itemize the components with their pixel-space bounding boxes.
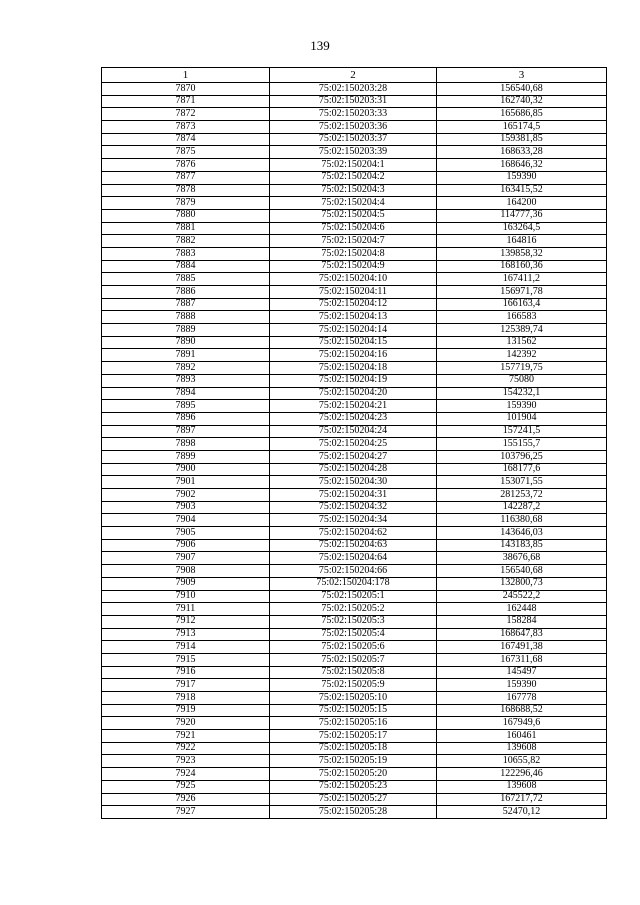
table-cell: 75:02:150204:25 <box>270 438 437 451</box>
table-cell: 7872 <box>102 108 270 121</box>
table-row <box>102 514 607 527</box>
table-cell: 7897 <box>102 425 270 438</box>
table-cell: 153071,55 <box>437 476 607 489</box>
table-cell: 75:02:150205:28 <box>270 806 437 819</box>
table-row <box>102 425 607 438</box>
table-row <box>102 717 607 730</box>
table-cell: 75:02:150205:27 <box>270 793 437 806</box>
table-cell: 122296,46 <box>437 768 607 781</box>
table-cell: 168177,6 <box>437 463 607 476</box>
table-row <box>102 527 607 540</box>
table-cell: 7906 <box>102 539 270 552</box>
table-row <box>102 197 607 210</box>
page-number: 139 <box>310 38 330 53</box>
table-row <box>102 476 607 489</box>
table-cell: 142392 <box>437 349 607 362</box>
table-cell: 75:02:150204:28 <box>270 463 437 476</box>
table-cell: 7876 <box>102 159 270 172</box>
table-row <box>102 209 607 222</box>
table-row <box>102 450 607 463</box>
table-cell: 7926 <box>102 793 270 806</box>
table-cell: 75:02:150204:12 <box>270 298 437 311</box>
table-cell: 156971,78 <box>437 286 607 299</box>
table-cell: 168688,52 <box>437 704 607 717</box>
table-cell: 7924 <box>102 768 270 781</box>
table-row <box>102 146 607 159</box>
table-cell: 7905 <box>102 527 270 540</box>
table-cell: 75:02:150204:66 <box>270 565 437 578</box>
table-cell: 75:02:150204:178 <box>270 577 437 590</box>
table-row <box>102 387 607 400</box>
table-cell: 75:02:150204:18 <box>270 362 437 375</box>
table-cell: 7888 <box>102 311 270 324</box>
table-cell: 164816 <box>437 235 607 248</box>
table-cell: 7894 <box>102 387 270 400</box>
table-cell: 75:02:150204:9 <box>270 260 437 273</box>
table-row <box>102 260 607 273</box>
table-cell: 75:02:150204:13 <box>270 311 437 324</box>
table-cell: 75:02:150204:4 <box>270 197 437 210</box>
table-row <box>102 615 607 628</box>
table-cell: 7887 <box>102 298 270 311</box>
table-row <box>102 133 607 146</box>
table-row <box>102 349 607 362</box>
table-row <box>102 159 607 172</box>
table-cell: 75:02:150204:20 <box>270 387 437 400</box>
table-cell: 116380,68 <box>437 514 607 527</box>
table-cell: 159390 <box>437 400 607 413</box>
table-cell: 162740,32 <box>437 95 607 108</box>
table-cell: 163264,5 <box>437 222 607 235</box>
table-row <box>102 286 607 299</box>
table-cell: 162448 <box>437 603 607 616</box>
table-cell: 7889 <box>102 324 270 337</box>
table-row <box>102 768 607 781</box>
table-row <box>102 235 607 248</box>
table-cell: 75:02:150205:3 <box>270 615 437 628</box>
table-cell: 75:02:150204:3 <box>270 184 437 197</box>
table-cell: 75:02:150204:11 <box>270 286 437 299</box>
table-cell: 164200 <box>437 197 607 210</box>
table-header <box>102 68 607 83</box>
table-cell: 75:02:150205:9 <box>270 679 437 692</box>
table-cell: 163415,52 <box>437 184 607 197</box>
table-cell: 160461 <box>437 730 607 743</box>
table-row <box>102 653 607 666</box>
table-cell: 7915 <box>102 653 270 666</box>
table-cell: 7900 <box>102 463 270 476</box>
table-cell: 10655,82 <box>437 755 607 768</box>
table-cell: 7909 <box>102 577 270 590</box>
table-cell: 7870 <box>102 83 270 96</box>
table-cell: 75:02:150204:5 <box>270 209 437 222</box>
table-cell: 75:02:150205:1 <box>270 590 437 603</box>
column-header: 2 <box>270 68 437 83</box>
table-cell: 139858,32 <box>437 247 607 260</box>
table-cell: 139608 <box>437 780 607 793</box>
table-cell: 75:02:150205:10 <box>270 692 437 705</box>
table-cell: 281253,72 <box>437 489 607 502</box>
table-cell: 125389,74 <box>437 324 607 337</box>
table-cell: 52470,12 <box>437 806 607 819</box>
table-cell: 75:02:150205:16 <box>270 717 437 730</box>
table-cell: 75:02:150204:1 <box>270 159 437 172</box>
table-cell: 7898 <box>102 438 270 451</box>
table-cell: 7914 <box>102 641 270 654</box>
table-cell: 75:02:150204:7 <box>270 235 437 248</box>
table-row <box>102 742 607 755</box>
table-cell: 75:02:150204:19 <box>270 374 437 387</box>
table-cell: 75:02:150204:15 <box>270 336 437 349</box>
table-row <box>102 222 607 235</box>
table-cell: 75:02:150204:62 <box>270 527 437 540</box>
table-cell: 7875 <box>102 146 270 159</box>
table-cell: 75:02:150204:63 <box>270 539 437 552</box>
table-cell: 168646,32 <box>437 159 607 172</box>
table-cell: 101904 <box>437 412 607 425</box>
table-cell: 7895 <box>102 400 270 413</box>
table-cell: 165686,85 <box>437 108 607 121</box>
table-row <box>102 298 607 311</box>
table-cell: 103796,25 <box>437 450 607 463</box>
table-cell: 75:02:150204:24 <box>270 425 437 438</box>
table-cell: 7908 <box>102 565 270 578</box>
table-row <box>102 501 607 514</box>
table-row <box>102 311 607 324</box>
table-cell: 75:02:150203:39 <box>270 146 437 159</box>
table-cell: 159390 <box>437 171 607 184</box>
table-cell: 154232,1 <box>437 387 607 400</box>
table-cell: 131562 <box>437 336 607 349</box>
table-cell: 7878 <box>102 184 270 197</box>
table-cell: 75080 <box>437 374 607 387</box>
table-cell: 7879 <box>102 197 270 210</box>
table-cell: 7881 <box>102 222 270 235</box>
table-cell: 158284 <box>437 615 607 628</box>
table-cell: 75:02:150204:23 <box>270 412 437 425</box>
table-row <box>102 412 607 425</box>
table-cell: 7873 <box>102 121 270 134</box>
table-cell: 7871 <box>102 95 270 108</box>
table-row <box>102 692 607 705</box>
table-cell: 75:02:150205:8 <box>270 666 437 679</box>
table-cell: 167778 <box>437 692 607 705</box>
table-cell: 75:02:150204:16 <box>270 349 437 362</box>
table-cell: 75:02:150205:6 <box>270 641 437 654</box>
table-cell: 156540,68 <box>437 83 607 96</box>
table-cell: 7903 <box>102 501 270 514</box>
table-cell: 7922 <box>102 742 270 755</box>
table-row <box>102 628 607 641</box>
table-row <box>102 95 607 108</box>
table-cell: 75:02:150205:18 <box>270 742 437 755</box>
table-cell: 7911 <box>102 603 270 616</box>
table-cell: 143646,03 <box>437 527 607 540</box>
table-row <box>102 489 607 502</box>
table-cell: 7890 <box>102 336 270 349</box>
table-cell: 75:02:150203:28 <box>270 83 437 96</box>
table-cell: 75:02:150205:2 <box>270 603 437 616</box>
table-body <box>102 83 607 819</box>
table-row <box>102 171 607 184</box>
table-cell: 75:02:150204:27 <box>270 450 437 463</box>
table-cell: 75:02:150204:8 <box>270 247 437 260</box>
table-cell: 7927 <box>102 806 270 819</box>
table-cell: 75:02:150204:31 <box>270 489 437 502</box>
table-cell: 7901 <box>102 476 270 489</box>
table-row <box>102 590 607 603</box>
table-row <box>102 755 607 768</box>
table-row <box>102 362 607 375</box>
table-cell: 167491,38 <box>437 641 607 654</box>
table-cell: 75:02:150204:64 <box>270 552 437 565</box>
table-cell: 157241,5 <box>437 425 607 438</box>
table-cell: 75:02:150204:14 <box>270 324 437 337</box>
table-row <box>102 438 607 451</box>
table-cell: 245522,2 <box>437 590 607 603</box>
table-row <box>102 780 607 793</box>
table-cell: 7886 <box>102 286 270 299</box>
table-cell: 75:02:150203:37 <box>270 133 437 146</box>
table-cell: 75:02:150204:34 <box>270 514 437 527</box>
table-cell: 75:02:150204:10 <box>270 273 437 286</box>
table-cell: 145497 <box>437 666 607 679</box>
table-cell: 7902 <box>102 489 270 502</box>
table-row <box>102 730 607 743</box>
table-cell: 75:02:150203:31 <box>270 95 437 108</box>
table-cell: 75:02:150205:15 <box>270 704 437 717</box>
table-cell: 7891 <box>102 349 270 362</box>
table-cell: 7917 <box>102 679 270 692</box>
table-cell: 7880 <box>102 209 270 222</box>
table-cell: 75:02:150205:23 <box>270 780 437 793</box>
table-header-row <box>102 68 607 83</box>
table-row <box>102 552 607 565</box>
column-header: 3 <box>437 68 607 83</box>
table-cell: 114777,36 <box>437 209 607 222</box>
data-table <box>101 67 607 819</box>
column-header: 1 <box>102 68 270 83</box>
table-cell: 75:02:150204:32 <box>270 501 437 514</box>
table-row <box>102 108 607 121</box>
table-row <box>102 121 607 134</box>
table-cell: 7882 <box>102 235 270 248</box>
table-cell: 75:02:150205:20 <box>270 768 437 781</box>
table-cell: 7920 <box>102 717 270 730</box>
table-cell: 7919 <box>102 704 270 717</box>
table-cell: 168160,36 <box>437 260 607 273</box>
table-row <box>102 336 607 349</box>
table-row <box>102 565 607 578</box>
table-cell: 166583 <box>437 311 607 324</box>
table-row <box>102 577 607 590</box>
table-cell: 168633,28 <box>437 146 607 159</box>
table-cell: 159381,85 <box>437 133 607 146</box>
table-cell: 75:02:150204:21 <box>270 400 437 413</box>
table-cell: 75:02:150204:2 <box>270 171 437 184</box>
table-cell: 167217,72 <box>437 793 607 806</box>
table-cell: 167949,6 <box>437 717 607 730</box>
table-cell: 157719,75 <box>437 362 607 375</box>
table-row <box>102 666 607 679</box>
table-cell: 75:02:150205:19 <box>270 755 437 768</box>
table-cell: 7893 <box>102 374 270 387</box>
table-cell: 7923 <box>102 755 270 768</box>
table-cell: 75:02:150205:17 <box>270 730 437 743</box>
table-cell: 166163,4 <box>437 298 607 311</box>
table-cell: 159390 <box>437 679 607 692</box>
table-cell: 143183,85 <box>437 539 607 552</box>
table-row <box>102 83 607 96</box>
table-cell: 7904 <box>102 514 270 527</box>
table-cell: 132800,73 <box>437 577 607 590</box>
table-cell: 7925 <box>102 780 270 793</box>
table-cell: 7885 <box>102 273 270 286</box>
table-row <box>102 184 607 197</box>
table-cell: 75:02:150204:6 <box>270 222 437 235</box>
table-cell: 7883 <box>102 247 270 260</box>
table-cell: 7892 <box>102 362 270 375</box>
table-cell: 75:02:150203:33 <box>270 108 437 121</box>
table-row <box>102 603 607 616</box>
table-cell: 75:02:150205:7 <box>270 653 437 666</box>
table-row <box>102 539 607 552</box>
table-cell: 155155,7 <box>437 438 607 451</box>
table-cell: 7916 <box>102 666 270 679</box>
table-cell: 7896 <box>102 412 270 425</box>
table-cell: 75:02:150203:36 <box>270 121 437 134</box>
table-row <box>102 324 607 337</box>
table-cell: 75:02:150205:4 <box>270 628 437 641</box>
table-row <box>102 247 607 260</box>
table-row <box>102 641 607 654</box>
table-row <box>102 704 607 717</box>
table-cell: 7921 <box>102 730 270 743</box>
table-row <box>102 400 607 413</box>
table-cell: 167411,2 <box>437 273 607 286</box>
table-cell: 7877 <box>102 171 270 184</box>
table-cell: 139608 <box>437 742 607 755</box>
table-cell: 7913 <box>102 628 270 641</box>
table-cell: 7899 <box>102 450 270 463</box>
table-cell: 75:02:150204:30 <box>270 476 437 489</box>
table-row <box>102 679 607 692</box>
table-cell: 7874 <box>102 133 270 146</box>
table-row <box>102 793 607 806</box>
table-cell: 7910 <box>102 590 270 603</box>
table-cell: 156540,68 <box>437 565 607 578</box>
table-row <box>102 806 607 819</box>
table-cell: 7918 <box>102 692 270 705</box>
table-cell: 142287,2 <box>437 501 607 514</box>
table-cell: 165174,5 <box>437 121 607 134</box>
table-cell: 167311,68 <box>437 653 607 666</box>
table-row <box>102 273 607 286</box>
table-row <box>102 374 607 387</box>
table-row <box>102 463 607 476</box>
table-cell: 38676,68 <box>437 552 607 565</box>
table-cell: 7907 <box>102 552 270 565</box>
table-cell: 7912 <box>102 615 270 628</box>
table-cell: 168647,83 <box>437 628 607 641</box>
table-cell: 7884 <box>102 260 270 273</box>
